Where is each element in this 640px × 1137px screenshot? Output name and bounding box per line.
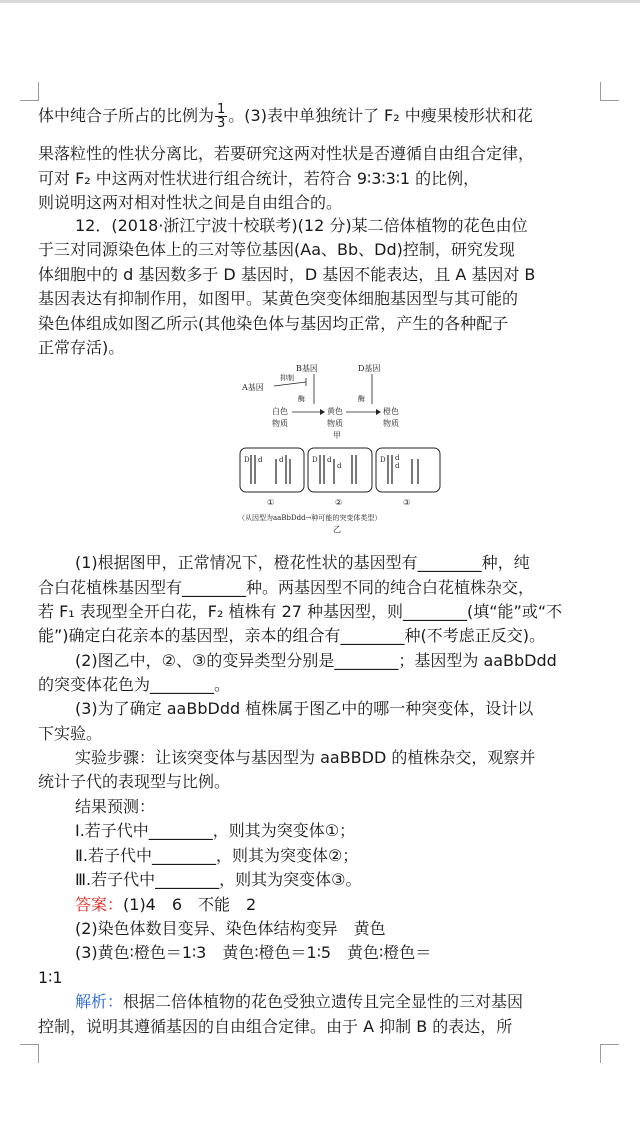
text-line: 实验步骤：让该突变体与基因型为 aaBBDD 的植株杂交，观察并	[75, 748, 536, 767]
figure-yi-label: 乙	[333, 525, 341, 534]
mutant-3-label: ③	[403, 498, 411, 507]
crop-mark-bottom-right	[600, 1044, 619, 1063]
gene-a-label: A基因	[242, 383, 264, 392]
text-line: 染色体组成如图乙所示(其他染色体与基因均正常，产生的各种配子	[38, 314, 509, 333]
text-line: (3)黄色∶橙色＝1∶3 黄色∶橙色＝1∶5 黄色∶橙色＝	[75, 943, 432, 962]
text-line: 则说明这两对相对性状之间是自由组合的。	[38, 193, 343, 212]
white-matter-label: 物质	[272, 419, 288, 428]
answer-text: (1)4 6 不能 2	[123, 895, 257, 914]
fraction	[215, 103, 227, 130]
text-line: 若 F₁ 表现型全开白花，F₂ 植株有 27 种基因型，则________(填“能”或“不	[38, 602, 563, 621]
crop-mark-top-left	[20, 82, 39, 101]
figure-caption: （从因型为aaBbDdd→种可能的突变体类型）	[238, 514, 382, 522]
orange-label: 橙色	[383, 407, 399, 416]
orange-matter-label: 物质	[383, 419, 399, 428]
text-line: 可对 F₂ 中这两对性状进行组合统计，若符合 9∶3∶3∶1 的比例，	[38, 169, 480, 188]
text-line: 1∶1	[38, 968, 63, 987]
chrom-d-upper: D	[380, 456, 386, 464]
analysis-label: 解析：	[75, 992, 124, 1011]
text-line: 下实验。	[38, 724, 103, 743]
white-label: 白色	[272, 407, 288, 416]
enzyme-1-label: 酶	[298, 395, 305, 403]
line-text: 。(3)表中单独统计了 F₂ 中瘦果棱形状和花	[228, 106, 533, 125]
mutant-2-box	[308, 448, 372, 492]
yellow-label: 黄色	[327, 407, 343, 416]
text-line: (3)为了确定 aaBbDdd 植株属于图乙中的哪一种突变体，设计以	[75, 699, 534, 718]
gene-b-label: B基因	[296, 364, 318, 373]
figure-svg	[236, 356, 446, 536]
fraction-denominator: 3	[217, 116, 226, 130]
text-line: (2)图乙中，②、③的变异类型分别是________；基因型为 aaBbDdd	[75, 651, 557, 670]
chrom-d-lower: d	[327, 456, 332, 464]
text-line: (1)根据图甲，正常情况下，橙花性状的基因型有________种，纯	[75, 553, 530, 572]
mutant-1-box	[240, 448, 304, 492]
text-line: 结果预测：	[75, 797, 156, 816]
chrom-d-lower: d	[337, 462, 342, 470]
chrom-d-lower: d	[395, 462, 400, 470]
text-line	[38, 103, 604, 130]
arrowhead	[320, 409, 325, 415]
text-line: 于三对同源染色体上的三对等位基因(Aa、Bb、Dd)控制，研究发现	[38, 240, 515, 259]
chrom-d-lower: d	[258, 456, 263, 464]
figure-jia-label: 甲	[333, 431, 341, 440]
chrom-d-upper: D	[312, 456, 318, 464]
enzyme-2-label: 酶	[358, 395, 365, 403]
yellow-matter-label: 物质	[327, 419, 343, 428]
answer-label: 答案：	[75, 895, 124, 914]
gene-pathway-figure	[236, 356, 446, 536]
text-line: 体细胞中的 d 基因数多于 D 基因时，D 基因不能表达，且 A 基因对 B	[38, 265, 536, 284]
text-line: 统计子代的表现型与比例。	[38, 772, 231, 791]
inhibit-label: 抑制	[280, 374, 294, 382]
crop-mark-bottom-left	[20, 1044, 39, 1063]
text-line: 的突变体花色为________。	[38, 675, 231, 694]
text-line: 合白花植株基因型有________种。两基因型不同的纯合白花植株杂交，	[38, 578, 535, 597]
fraction-numerator: 1	[217, 103, 226, 117]
line-text: 体中纯合子所占的比例为	[38, 106, 215, 125]
top-bar	[0, 0, 640, 3]
text-line: 正常存活)。	[38, 338, 125, 357]
question-12-heading: 12．(2018·浙江宁波十校联考)(12 分)某二倍体植物的花色由位	[75, 216, 528, 235]
text-line: 果落粒性的性状分离比，若要研究这两对性状是否遵循自由组合定律，	[38, 144, 535, 163]
text-line: 能”)确定白花亲本的基因型，亲本的组合有________种(不考虑正反交)。	[38, 626, 546, 645]
answer-line	[75, 893, 604, 917]
text-line: Ⅲ.若子代中________，则其为突变体③。	[75, 870, 362, 889]
chrom-d-lower: d	[279, 456, 284, 464]
mutant-1-label: ①	[267, 498, 275, 507]
text-line: Ⅱ.若子代中________，则其为突变体②；	[75, 846, 359, 865]
analysis-line	[75, 990, 604, 1014]
chrom-d-upper: D	[244, 456, 250, 464]
arrowhead	[376, 409, 381, 415]
text-line: 控制，说明其遵循基因的自由组合定律。由于 A 抑制 B 的表达，所	[38, 1017, 513, 1036]
inhibit-line	[274, 382, 306, 386]
crop-mark-top-right	[600, 82, 619, 101]
mutant-3-box	[376, 448, 440, 492]
gene-d-label: D基因	[358, 364, 381, 373]
text-line: (2)染色体数目变异、染色体结构变异 黄色	[75, 919, 386, 938]
text-line: 基因表达有抑制作用，如图甲。某黄色突变体细胞基因型与其可能的	[38, 289, 519, 308]
text-line: Ⅰ.若子代中________，则其为突变体①；	[75, 821, 356, 840]
mutant-2-label: ②	[335, 498, 343, 507]
chrom-d-lower: d	[395, 454, 400, 462]
analysis-text: 根据二倍体植物的花色受独立遗传且完全显性的三对基因	[123, 992, 524, 1011]
